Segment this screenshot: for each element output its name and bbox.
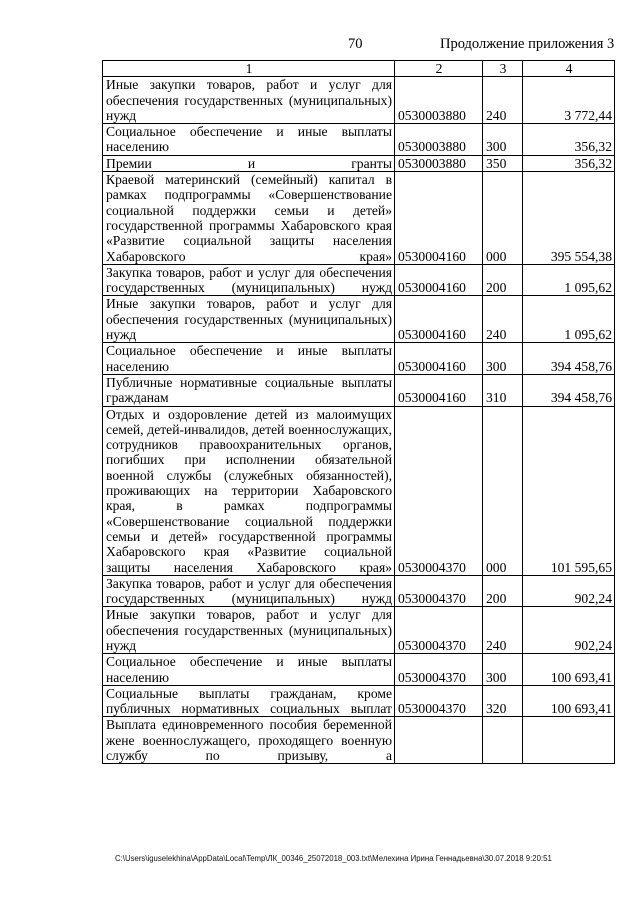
row-name: Социальное обеспечение и иные выплаты населению bbox=[103, 654, 395, 686]
table-row bbox=[103, 607, 615, 654]
row-amount: 3 772,44 bbox=[523, 77, 615, 124]
row-name: Краевой материнский (семейный) капитал в рамках подпрограммы «Совершенствование социальной поддержки семьи и детей» государственной программы Хабаровского края «Развитие социальной защиты населения Хабаровского края» bbox=[103, 172, 395, 265]
row-expense-type bbox=[483, 717, 523, 764]
row-expense-type: 200 bbox=[483, 264, 523, 296]
table-header-row bbox=[103, 61, 615, 77]
row-expense-type: 320 bbox=[483, 685, 523, 717]
table-row bbox=[103, 264, 615, 296]
column-header: 4 bbox=[523, 61, 615, 77]
row-amount: 394 458,76 bbox=[523, 374, 615, 406]
row-code: 0530004370 bbox=[395, 685, 483, 717]
row-code bbox=[395, 717, 483, 764]
row-expense-type: 240 bbox=[483, 607, 523, 654]
row-name: Закупка товаров, работ и услуг для обеспечения государственных (муниципальных) нужд bbox=[103, 264, 395, 296]
table-row bbox=[103, 406, 615, 575]
row-amount: 356,32 bbox=[523, 124, 615, 156]
row-amount bbox=[523, 717, 615, 764]
row-code: 0530004160 bbox=[395, 343, 483, 375]
table-row bbox=[103, 685, 615, 717]
row-name: Отдых и оздоровление детей из малоимущих семей, детей-инвалидов, детей военнослужащих, сотрудников правоохранительных органов, погибших при исполнении обязательной военной службы (служебных обязанностей), проживающих на территории Хабаровского края, в рамках подпрограммы «Совершенствование социальной поддержки семьи и детей» государственной программы Хабаровского края «Развитие социальной защиты населения Хабаровского края» bbox=[103, 406, 395, 575]
row-name: Иные закупки товаров, работ и услуг для обеспечения государственных (муниципальных) нужд bbox=[103, 607, 395, 654]
row-amount: 100 693,41 bbox=[523, 654, 615, 686]
row-name: Социальное обеспечение и иные выплаты населению bbox=[103, 124, 395, 156]
table-row bbox=[103, 717, 615, 764]
row-amount: 902,24 bbox=[523, 607, 615, 654]
table-row bbox=[103, 343, 615, 375]
row-code: 0530004160 bbox=[395, 264, 483, 296]
row-code: 0530004370 bbox=[395, 654, 483, 686]
page-number: 70 bbox=[348, 36, 363, 52]
row-expense-type: 310 bbox=[483, 374, 523, 406]
row-name: Иные закупки товаров, работ и услуг для обеспечения государственных (муниципальных) нужд bbox=[103, 296, 395, 343]
table-row bbox=[103, 374, 615, 406]
table-row bbox=[103, 124, 615, 156]
row-code: 0530003880 bbox=[395, 77, 483, 124]
row-code: 0530004370 bbox=[395, 406, 483, 575]
row-expense-type: 240 bbox=[483, 296, 523, 343]
row-name: Социальные выплаты гражданам, кроме публичных нормативных социальных выплат bbox=[103, 685, 395, 717]
row-code: 0530003880 bbox=[395, 155, 483, 171]
row-name: Закупка товаров, работ и услуг для обеспечения государственных (муниципальных) нужд bbox=[103, 575, 395, 607]
row-name: Иные закупки товаров, работ и услуг для обеспечения государственных (муниципальных) нужд bbox=[103, 77, 395, 124]
row-code: 0530003880 bbox=[395, 124, 483, 156]
table-row bbox=[103, 575, 615, 607]
row-amount: 902,24 bbox=[523, 575, 615, 607]
table-row bbox=[103, 155, 615, 171]
row-expense-type: 200 bbox=[483, 575, 523, 607]
table-row bbox=[103, 77, 615, 124]
row-expense-type: 300 bbox=[483, 343, 523, 375]
row-expense-type: 350 bbox=[483, 155, 523, 171]
column-header: 1 bbox=[103, 61, 395, 77]
budget-table bbox=[102, 60, 615, 764]
row-code: 0530004160 bbox=[395, 296, 483, 343]
row-expense-type: 000 bbox=[483, 406, 523, 575]
row-expense-type: 300 bbox=[483, 124, 523, 156]
row-amount: 101 595,65 bbox=[523, 406, 615, 575]
row-code: 0530004370 bbox=[395, 607, 483, 654]
row-code: 0530004160 bbox=[395, 172, 483, 265]
appendix-continuation-title: Продолжение приложения 3 bbox=[440, 36, 615, 52]
table-row bbox=[103, 296, 615, 343]
row-name: Публичные нормативные социальные выплаты гражданам bbox=[103, 374, 395, 406]
row-expense-type: 240 bbox=[483, 77, 523, 124]
row-name: Социальное обеспечение и иные выплаты населению bbox=[103, 343, 395, 375]
table-row bbox=[103, 654, 615, 686]
row-amount: 395 554,38 bbox=[523, 172, 615, 265]
row-expense-type: 000 bbox=[483, 172, 523, 265]
row-name: Премии и гранты bbox=[103, 155, 395, 171]
column-header: 2 bbox=[395, 61, 483, 77]
file-path-footer: C:\Users\iguselekhina\AppData\Local\Temp\ЛК_00346_25072018_003.txt\Мелехина Ирина Геннадьевна\30.07.2018 9:20:51 bbox=[115, 854, 552, 863]
column-header: 3 bbox=[483, 61, 523, 77]
row-code: 0530004160 bbox=[395, 374, 483, 406]
table-row bbox=[103, 172, 615, 265]
row-name: Выплата единовременного пособия беременной жене военнослужащего, проходящего военную службу по призыву, а bbox=[103, 717, 395, 764]
row-amount: 1 095,62 bbox=[523, 296, 615, 343]
row-amount: 1 095,62 bbox=[523, 264, 615, 296]
row-code: 0530004370 bbox=[395, 575, 483, 607]
row-amount: 356,32 bbox=[523, 155, 615, 171]
row-amount: 100 693,41 bbox=[523, 685, 615, 717]
row-expense-type: 300 bbox=[483, 654, 523, 686]
row-amount: 394 458,76 bbox=[523, 343, 615, 375]
